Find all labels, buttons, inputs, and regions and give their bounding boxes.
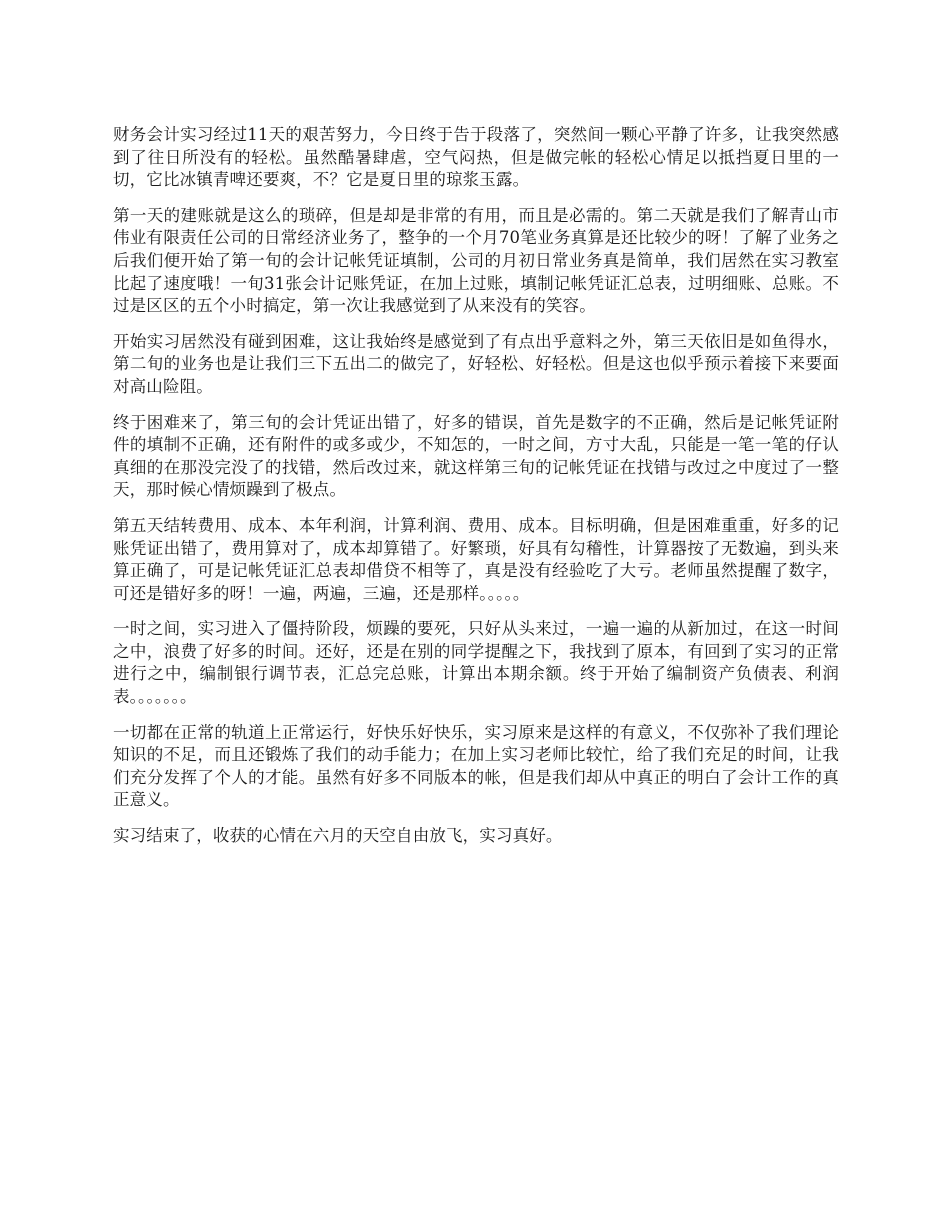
paragraph-3: 开始实习居然没有碰到困难，这让我始终是感觉到了有点出乎意料之外，第三天依旧是如鱼得水，第二旬的业务也是让我们三下五出二的做完了，好轻松、好轻松。但是这也似乎预示着接下来要面对高山险阻。 [113, 331, 839, 396]
document-body [113, 124, 839, 861]
paragraph-7: 一切都在正常的轨道上正常运行，好快乐好快乐，实习原来是这样的有意义，不仅弥补了我们理论知识的不足，而且还锻炼了我们的动手能力；在加上实习老师比较忙，给了我们充足的时间，让我们充分发挥了个人的才能。虽然有好多不同版本的帐，但是我们却从中真正的明白了会计工作的真正意义。 [113, 722, 839, 810]
paragraph-6: 一时之间，实习进入了僵持阶段，烦躁的要死，只好从头来过，一遍一遍的从新加过，在这一时间之中，浪费了好多的时间。还好，还是在别的同学提醒之下，我找到了原本，有回到了实习的正常进行之中，编制银行调节表，汇总完总账，计算出本期余额。终于开始了编制资产负债表、利润表。。。。。。。 [113, 619, 839, 707]
paragraph-4: 终于困难来了，第三旬的会计凭证出错了，好多的错误，首先是数字的不正确，然后是记帐凭证附件的填制不正确，还有附件的或多或少，不知怎的，一时之间，方寸大乱，只能是一笔一笔的仔认真细的在那没完没了的找错，然后改过来，就这样第三旬的记帐凭证在找错与改过之中度过了一整天，那时候心情烦躁到了极点。 [113, 412, 839, 500]
paragraph-1: 财务会计实习经过11天的艰苦努力，今日终于告于段落了，突然间一颗心平静了许多，让我突然感到了往日所没有的轻松。虽然酷暑肆虐，空气闷热，但是做完帐的轻松心情足以抵挡夏日里的一切，它比冰镇青啤还要爽，不？它是夏日里的琼浆玉露。 [113, 125, 839, 190]
paragraph-8: 实习结束了，收获的心情在六月的天空自由放飞，实习真好。 [113, 826, 563, 846]
paragraph-5: 第五天结转费用、成本、本年利润，计算利润、费用、成本。目标明确，但是困难重重，好多的记账凭证出错了，费用算对了，成本却算错了。好繁琐，好具有勾稽性，计算器按了无数遍，到头来算正确了，可是记帐凭证汇总表却借贷不相等了，真是没有经验吃了大亏。老师虽然提醒了数字，可还是错好多的呀！一遍，两遍，三遍，还是那样。。。。。 [113, 515, 839, 603]
paragraph-2: 第一天的建账就是这么的琐碎，但是却是非常的有用，而且是必需的。第二天就是我们了解青山市伟业有限责任公司的日常经济业务了，整争的一个月70笔业务真算是还比较少的呀！了解了业务之后我们便开始了第一旬的会计记帐凭证填制，公司的月初日常业务真是简单，我们居然在实习教室比起了速度哦！一旬31张会计记账凭证，在加上过账，填制记帐凭证汇总表，过明细账、总账。不过是区区的五个小时搞定，第一次让我感觉到了从来没有的笑容。 [113, 205, 839, 316]
